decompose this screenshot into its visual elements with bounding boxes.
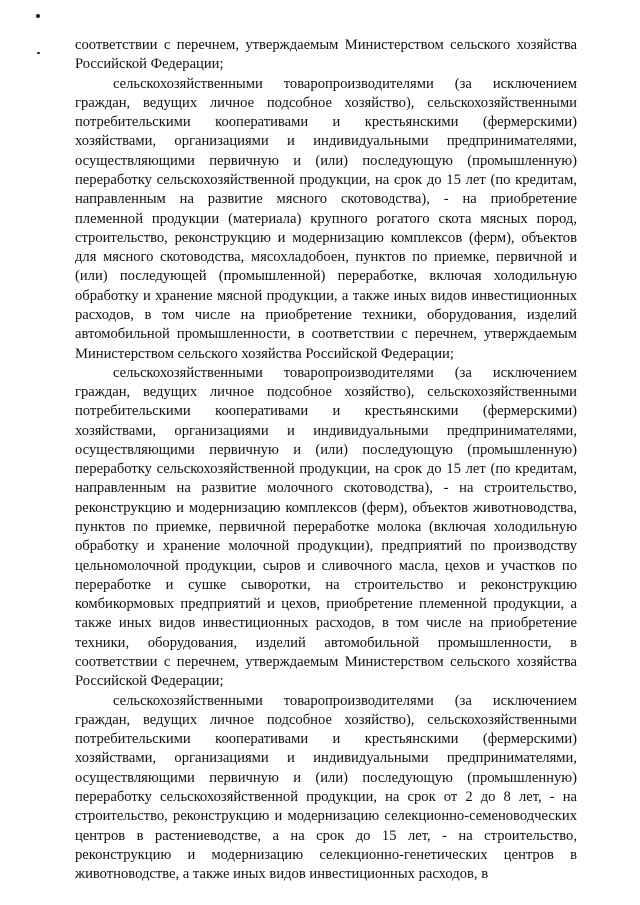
- scan-mark: [36, 14, 40, 18]
- paragraph: сельскохозяйственными товаропроизводителями (за исключением граждан, ведущих личное подсобное хозяйство), сельскохозяйственными потребительскими кооперативами и крестьянскими (фермерскими) хозяйствами, организациями и индивидуальными предпринимателями, осуществляющими первичную и (или) последующую (промышленную) переработку сельскохозяйственной продукции, на срок до 15 лет (по кредитам, направленным на развитие мясного скотоводства), - на приобретение племенной продукции (материала) крупного рогатого скота мясных пород, строительство, реконструкцию и модернизацию комплексов (ферм), объектов для мясного скотоводства, мясохладобоен, пунктов по приемке, первичной и (или) последующей (промышленной) переработке, включая холодильную обработку и хранение мясной продукции, а также иных видов инвестиционных расходов, в том числе на приобретение техники, оборудования, изделий автомобильной промышленности, в соответствии с перечнем, утверждаемым Министерством сельского хозяйства Российской Федерации;: [75, 75, 577, 362]
- paragraph: сельскохозяйственными товаропроизводителями (за исключением граждан, ведущих личное подсобное хозяйство), сельскохозяйственными потребительскими кооперативами и крестьянскими (фермерскими) хозяйствами, организациями и индивидуальными предпринимателями, осуществляющими первичную и (или) последующую (промышленную) переработку сельскохозяйственной продукции, на срок от 2 до 8 лет, - на строительство, реконструкцию и модернизацию селекционно-семеноводческих центров в растениеводстве, а на срок до 15 лет, - на строительство, реконструкцию и модернизацию селекционно-генетических центров в животноводстве, а также иных видов инвестиционных расходов, в: [75, 692, 577, 883]
- paragraph: сельскохозяйственными товаропроизводителями (за исключением граждан, ведущих личное подсобное хозяйство), сельскохозяйственными потребительскими кооперативами и крестьянскими (фермерскими) хозяйствами, организациями и индивидуальными предпринимателями, осуществляющими первичную и (или) последующую (промышленную) переработку сельскохозяйственной продукции, на срок до 15 лет (по кредитам, направленным на развитие молочного скотоводства), - на строительство, реконструкцию и модернизацию комплексов (ферм), объектов животноводства, пунктов по приемке, первичной переработке молока (включая холодильную обработку и хранение молочной продукции), предприятий по производству цельномолочной продукции, сыров и сливочного масла, цехов и участков по переработке и сушке сыворотки, на строительство и реконструкцию комбикормовых предприятий и цехов, приобретение племенной продукции, а также иных видов инвестиционных расходов, в том числе на приобретение техники, оборудования, изделий автомобильной промышленности, в соответствии с перечнем, утверждаемым Министерством сельского хозяйства Российской Федерации;: [75, 364, 577, 690]
- paragraph: соответствии с перечнем, утверждаемым Министерством сельского хозяйства Российской Федерации;: [75, 37, 577, 73]
- document-body: [75, 36, 577, 884]
- scan-mark: [37, 52, 40, 54]
